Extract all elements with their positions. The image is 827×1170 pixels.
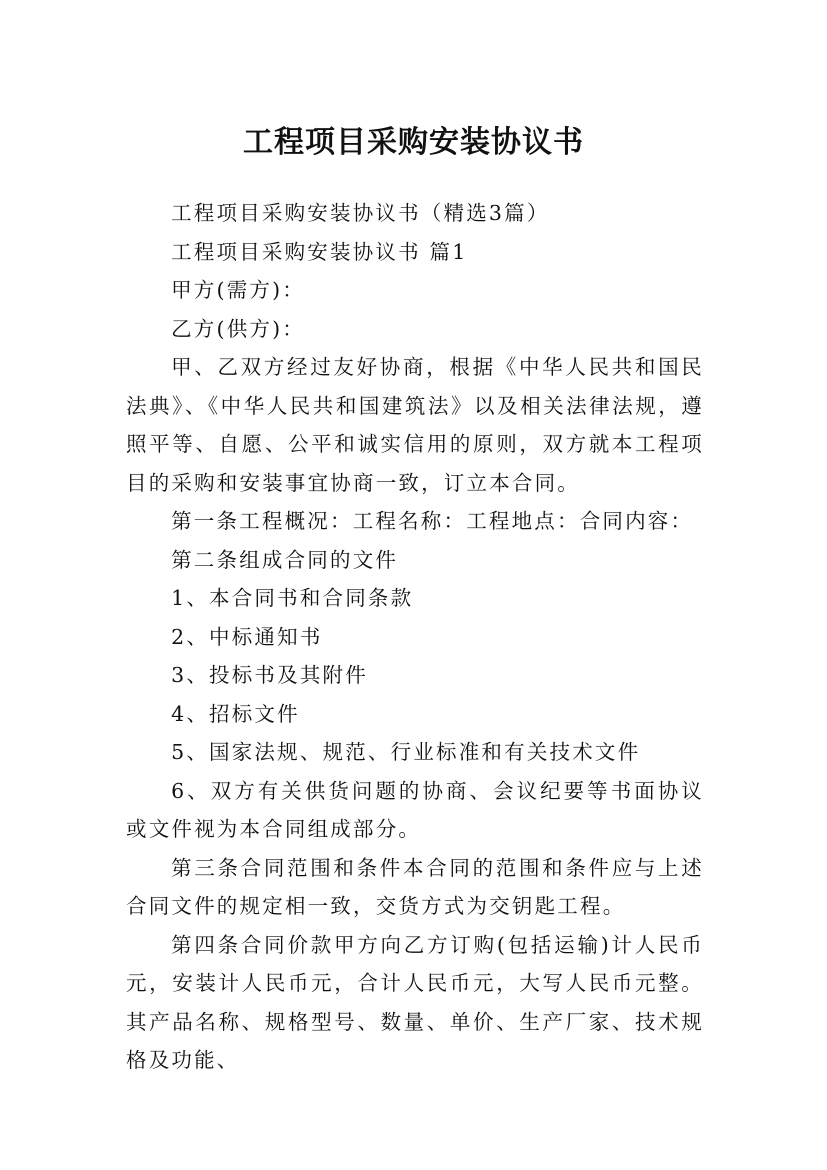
paragraph-party-a: 甲方(需方)：: [171, 278, 305, 302]
paragraph-section-heading: 工程项目采购安装协议书 篇1: [171, 239, 468, 264]
paragraph-subtitle: 工程项目采购安装协议书（精选3篇）: [171, 201, 550, 225]
list-item: 3、投标书及其附件: [171, 663, 368, 687]
document-body: [126, 194, 704, 1080]
paragraph-article-3: 第三条合同范围和条件本合同的范围和条件应与上述合同文件的规定相一致，交货方式为交钥匙工程。: [126, 855, 704, 918]
list-item: 2、中标通知书: [171, 624, 323, 649]
list-item: 4、招标文件: [171, 701, 300, 726]
paragraph-party-b: 乙方(供方)：: [171, 316, 305, 341]
paragraph-article-4: 第四条合同价款甲方向乙方订购(包括运输)计人民币元，安装计人民币元，合计人民币元，大写人民币元整。其产品名称、规格型号、数量、单价、生产厂家、技术规格及功能、: [126, 932, 704, 1072]
paragraph-article-2: 第二条组成合同的文件: [171, 547, 399, 572]
document-title: 工程项目采购安装协议书: [243, 125, 584, 161]
paragraph-article-1: 第一条工程概况：工程名称：工程地点：合同内容：: [171, 509, 694, 533]
list-item: 1、本合同书和合同条款: [171, 586, 414, 610]
list-item: 5、国家法规、规范、行业标准和有关技术文件: [171, 740, 641, 764]
paragraph-preamble: 甲、乙双方经过友好协商，根据《中华人民共和国民法典》、《中华人民共和国建筑法》以及相关法律法规，遵照平等、自愿、公平和诚实信用的原则，双方就本工程项目的采购和安装事宜协商一致，订立本合同。: [126, 355, 704, 495]
list-item: 6、双方有关供货问题的协商、会议纪要等书面协议或文件视为本合同组成部分。: [126, 778, 704, 841]
